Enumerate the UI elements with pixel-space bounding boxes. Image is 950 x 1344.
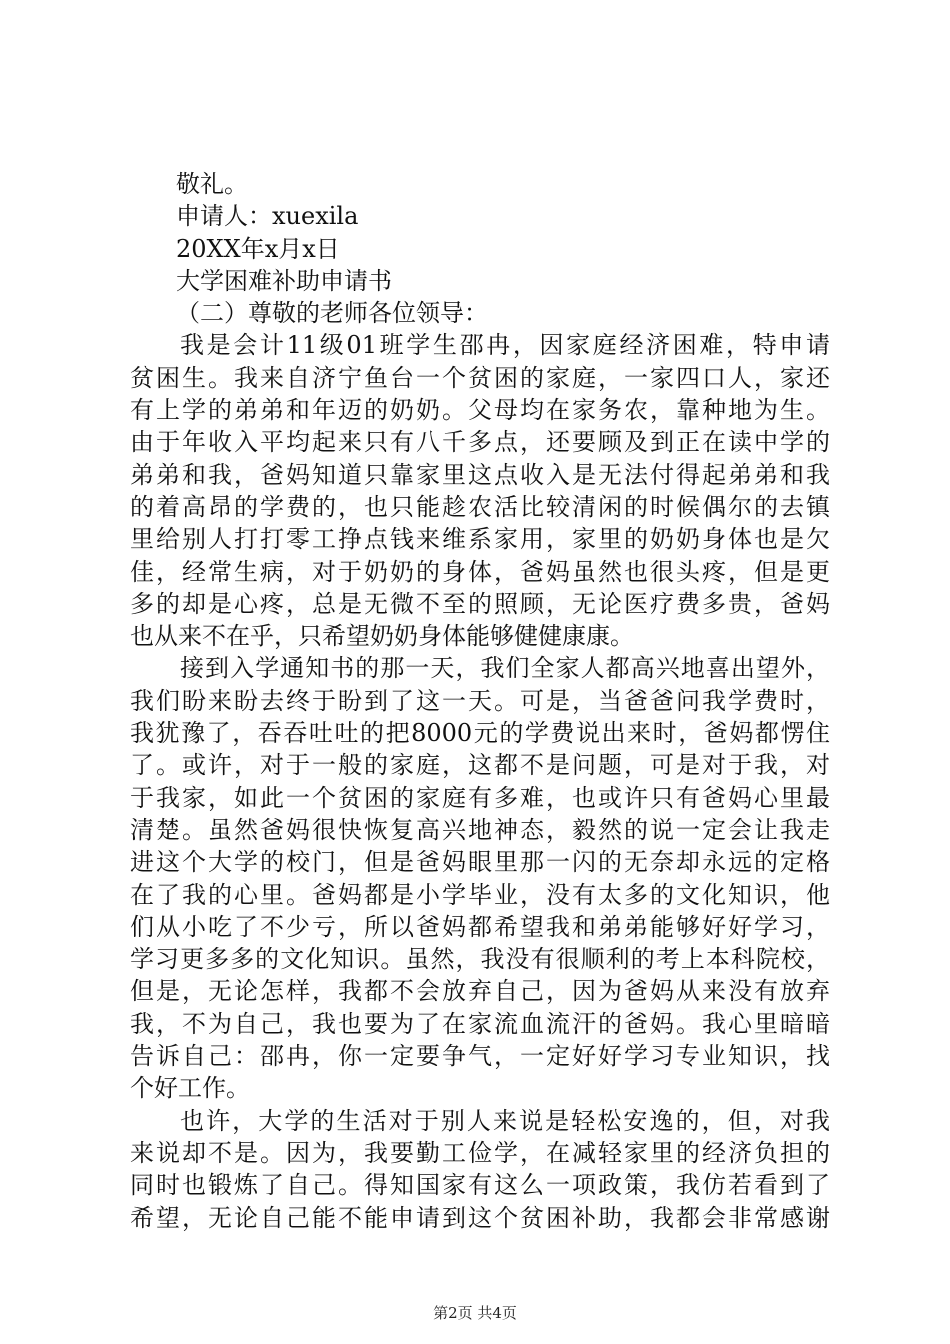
text-line: 了。或许，对于一般的家庭，这都不是问题，可是对于我，对 (130, 751, 830, 780)
text-line: 有上学的弟弟和年迈的奶奶。父母均在家务农，靠种地为生。 (130, 396, 830, 425)
text-line: （二）尊敬的老师各位领导： (176, 299, 488, 328)
text-line: 同时也锻炼了自己。得知国家有这么一项政策，我仿若看到了 (130, 1171, 830, 1200)
text-line: 20XX年x月x日 (176, 234, 340, 263)
text-line: 敬礼。 (176, 170, 248, 198)
text-line: 贫困生。我来自济宁鱼台一个贫困的家庭，一家四口人，家还 (130, 363, 830, 392)
text-line: 多的却是心疼，总是无微不至的照顾，无论医疗费多贵，爸妈 (130, 589, 830, 618)
text-line: 由于年收入平均起来只有八千多点，还要顾及到正在读中学的 (130, 428, 830, 457)
document-body (130, 168, 830, 1234)
text-line: 但是，无论怎样，我都不会放弃自己，因为爸妈从来没有放弃 (130, 977, 830, 1006)
text-line: 来说却不是。因为，我要勤工俭学，在减轻家里的经济负担的 (130, 1138, 830, 1167)
text-line: 告诉自己：邵冉，你一定要争气，一定好好学习专业知识，找 (130, 1042, 830, 1071)
text-line: 希望，无论自己能不能申请到这个贫困补助，我都会非常感谢 (130, 1203, 830, 1232)
text-line: 在了我的心里。爸妈都是小学毕业，没有太多的文化知识，他 (130, 880, 830, 909)
text-line: 的着高昂的学费的，也只能趁农活比较清闲的时候偶尔的去镇 (130, 492, 830, 521)
text-line: 弟弟和我，爸妈知道只靠家里这点收入是无法付得起弟弟和我 (130, 460, 830, 489)
text-line: 学习更多多的文化知识。虽然，我没有很顺利的考上本科院校， (130, 945, 830, 974)
text-line: 佳，经常生病，对于奶奶的身体，爸妈虽然也很头疼，但是更 (130, 557, 830, 586)
text-line: 接到入学通知书的那一天，我们全家人都高兴地喜出望外， (180, 654, 830, 683)
text-line: 我是会计11级01班学生邵冉，因家庭经济困难，特申请 (180, 331, 830, 360)
text-line: 们从小吃了不少亏，所以爸妈都希望我和弟弟能够好好学习， (130, 912, 830, 941)
text-line: 清楚。虽然爸妈很快恢复高兴地神态，毅然的说一定会让我走 (130, 815, 830, 844)
text-line: 个好工作。 (130, 1074, 250, 1103)
text-line: 大学困难补助申请书 (176, 266, 392, 295)
page-footer: 第2页 共4页 (433, 1304, 517, 1322)
text-line: 我们盼来盼去终于盼到了这一天。可是，当爸爸问我学费时， (130, 686, 830, 715)
text-line: 我，不为自己，我也要为了在家流血流汗的爸妈。我心里暗暗 (130, 1009, 830, 1038)
text-line: 也许，大学的生活对于别人来说是轻松安逸的，但，对我 (180, 1106, 830, 1135)
text-line: 进这个大学的校门，但是爸妈眼里那一闪的无奈却永远的定格 (130, 848, 830, 877)
text-line: 我犹豫了，吞吞吐吐的把8000元的学费说出来时，爸妈都愣住 (130, 719, 830, 748)
text-line: 也从来不在乎，只希望奶奶身体能够健健康康。 (130, 622, 634, 651)
text-line: 申请人：xuexila (176, 202, 359, 231)
text-line: 里给别人打打零工挣点钱来维系家用，家里的奶奶身体也是欠 (130, 525, 830, 554)
text-line: 于我家，如此一个贫困的家庭有多难，也或许只有爸妈心里最 (130, 783, 830, 812)
